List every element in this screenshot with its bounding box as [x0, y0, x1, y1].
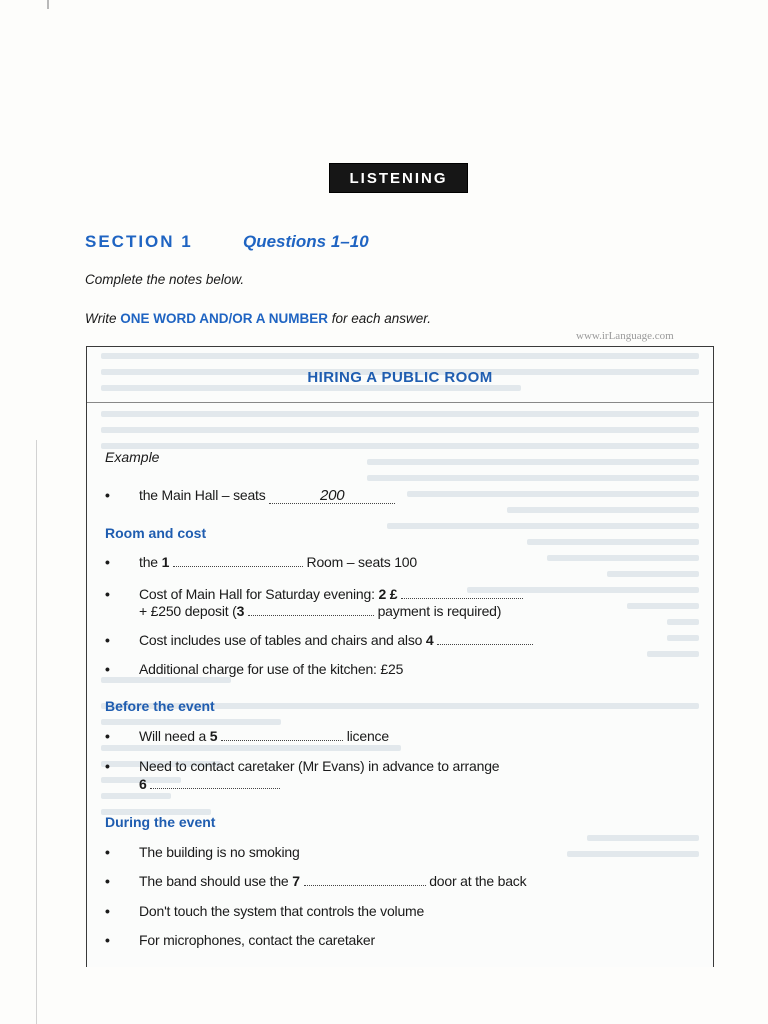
bullet-example: •: [105, 487, 110, 503]
q1-pre: the: [139, 554, 162, 570]
q4-blank[interactable]: [437, 632, 533, 645]
bullet-microphones: •: [105, 932, 110, 948]
q7-blank[interactable]: [304, 873, 426, 886]
q2-pre: Cost of Main Hall for Saturday evening:: [139, 586, 379, 602]
item-q6: [139, 776, 280, 792]
q6-blank[interactable]: [150, 776, 280, 789]
heading-room-and-cost: Room and cost: [105, 525, 207, 541]
item-kitchen-charge: Additional charge for use of the kitchen: £25: [139, 661, 404, 677]
item-q7: [139, 873, 526, 889]
q4-pre: Cost includes use of tables and chairs and also: [139, 632, 426, 648]
q5-pre: Will need a: [139, 728, 210, 744]
example-label: Example: [105, 449, 160, 465]
q3-pre: + £250 deposit (: [139, 603, 237, 619]
q2-blank[interactable]: [401, 586, 523, 599]
scan-mark: [47, 0, 49, 9]
q7-post: door at the back: [425, 873, 527, 889]
item-q4: [139, 632, 533, 648]
questions-label: Questions 1–10: [243, 232, 369, 251]
scan-edge: [36, 440, 37, 1024]
item-q3: [139, 603, 501, 619]
bullet-volume: •: [105, 903, 110, 919]
q5-number: 5: [209, 728, 218, 744]
q7-number: 7: [292, 873, 300, 889]
instruction-write-pre: Write: [85, 311, 121, 326]
q1-post: Room – seats 100: [302, 554, 417, 570]
bullet-q6: •: [105, 758, 110, 774]
q1-number: 1: [161, 554, 170, 570]
item-q5: [139, 728, 389, 744]
bullet-q1: •: [105, 554, 110, 570]
example-answer: 200: [269, 489, 395, 504]
bullet-q2: •: [105, 586, 110, 602]
bullet-q4: •: [105, 632, 110, 648]
section-label: SECTION 1: [85, 232, 193, 251]
example-item: [139, 487, 395, 504]
q4-number: 4: [425, 632, 434, 648]
title-divider: [87, 402, 713, 403]
item-q6-line1: Need to contact caretaker (Mr Evans) in advance to arrange: [139, 758, 500, 774]
q2-number: 2: [378, 586, 387, 602]
bullet-q5: •: [105, 728, 110, 744]
section-heading: [85, 232, 369, 252]
listening-badge: LISTENING: [329, 163, 468, 193]
instruction-highlight: ONE WORD AND/OR A NUMBER: [120, 311, 328, 326]
q7-pre: The band should use the: [139, 873, 293, 889]
watermark: www.irLanguage.com: [576, 330, 674, 342]
instruction-write: [85, 311, 431, 326]
q1-blank[interactable]: [173, 554, 303, 567]
heading-during-event: During the event: [105, 814, 216, 830]
item-microphones: For microphones, contact the caretaker: [139, 932, 375, 948]
notes-title: HIRING A PUBLIC ROOM: [307, 369, 493, 386]
item-q2: [139, 586, 523, 602]
heading-before-event: Before the event: [105, 698, 215, 714]
bullet-no-smoking: •: [105, 844, 110, 860]
example-text: the Main Hall – seats: [139, 487, 270, 503]
q3-post: payment is required): [373, 603, 502, 619]
bullet-kitchen: •: [105, 661, 110, 677]
bullet-q7: •: [105, 873, 110, 889]
instruction-complete: Complete the notes below.: [85, 272, 245, 287]
q6-number: 6: [139, 776, 147, 792]
q3-blank[interactable]: [248, 603, 374, 616]
q3-number: 3: [236, 603, 245, 619]
q2-post: £: [386, 586, 398, 602]
instruction-write-post: for each answer.: [328, 311, 432, 326]
item-q1: [139, 554, 417, 570]
item-no-smoking: The building is no smoking: [139, 844, 300, 860]
item-volume: Don't touch the system that controls the volume: [139, 903, 425, 919]
q5-post: licence: [343, 728, 389, 744]
q5-blank[interactable]: [221, 728, 343, 741]
notes-box: [86, 346, 714, 967]
